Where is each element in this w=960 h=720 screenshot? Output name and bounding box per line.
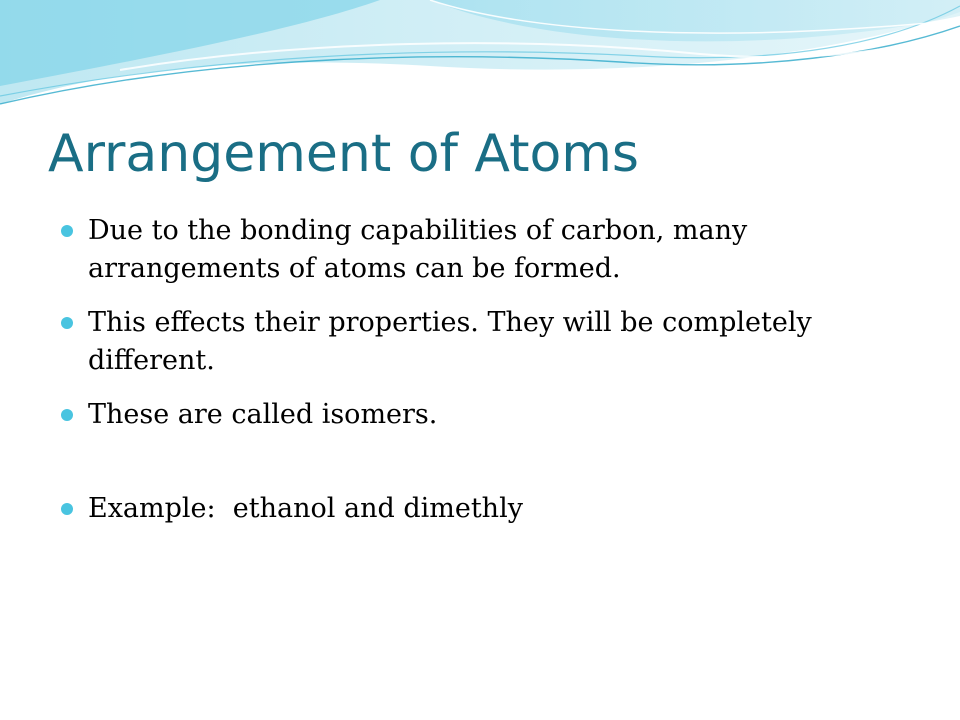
bullet-text: Example: ethanol and dimethly — [88, 493, 523, 524]
bullet-dot-icon — [61, 225, 73, 237]
bullet-dot-icon — [61, 503, 73, 515]
bullet-dot-icon — [61, 317, 73, 329]
bullet-text: These are called isomers. — [88, 399, 438, 430]
bullet-text: This effects their properties. They will be completely different. — [88, 307, 812, 376]
bullet-list — [58, 212, 898, 528]
bullet-text: Due to the bonding capabilities of carbon, many arrangements of atoms can be formed. — [88, 215, 748, 284]
bullet-dot-icon — [61, 409, 73, 421]
bullet-item — [58, 490, 898, 528]
bullet-item — [58, 212, 898, 288]
slide-title: Arrangement of Atoms — [48, 124, 640, 184]
header-wave-decoration — [0, 0, 960, 120]
bullet-item — [58, 304, 898, 380]
bullet-item — [58, 396, 898, 434]
